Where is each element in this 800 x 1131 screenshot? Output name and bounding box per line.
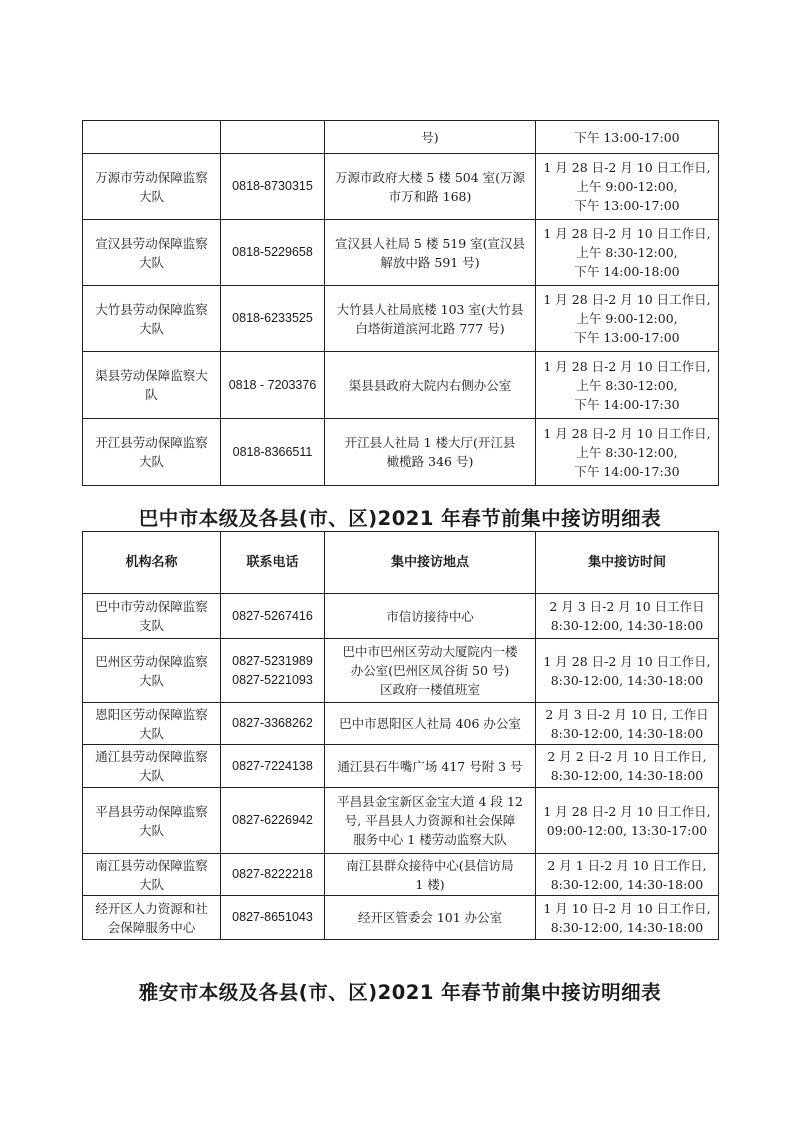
- bazhong-table-title: 巴中市本级及各县(市、区)2021 年春节前集中接访明细表: [138, 507, 662, 530]
- cell-time: [536, 745, 719, 788]
- cell-phone: [221, 594, 325, 639]
- cell-time-line: 2 月 2 日-2 月 10 日工作日,: [547, 749, 707, 764]
- cell-time-line: 8:30-12:00, 14:30-18:00: [550, 672, 704, 688]
- cell-name-line: 巴中市劳动保障监察: [95, 599, 208, 614]
- cell-address: [325, 896, 536, 940]
- cell-name-line: 大队: [138, 320, 164, 336]
- cell-time-line: 1 月 28 日-2 月 10 日工作日,: [543, 803, 711, 819]
- cell-time: [536, 286, 719, 352]
- cell-name: [83, 639, 221, 703]
- table-row: [83, 639, 719, 703]
- cell-phone-line: 0827-8222218: [232, 867, 313, 881]
- cell-address-line: 市万和路 168): [388, 188, 472, 204]
- cell-name: [83, 419, 221, 486]
- cell-name: [83, 896, 221, 940]
- cell-time-line: 8:30-12:00, 14:30-18:00: [550, 725, 704, 741]
- cell-time-line: 2 月 3 日-2 月 10 日, 工作日: [545, 706, 709, 722]
- cell-name-line: 通江县劳动保障监察: [95, 749, 208, 764]
- cell-time-line: 下午 14:00-17:30: [574, 396, 680, 412]
- cell-name-line: 巴州区劳动保障监察: [95, 653, 208, 669]
- cell-address-line: 宣汉县人社局 5 楼 519 室(宣汉县: [334, 235, 526, 251]
- cell-address-line: 号, 平昌县人力资源和社会保障: [344, 813, 516, 828]
- cell-name-line: 恩阳区劳动保障监察: [95, 706, 208, 722]
- cell-time-line: 1 月 28 日-2 月 10 日工作日,: [543, 292, 711, 307]
- cell-time-line: 上午 9:00-12:00,: [576, 179, 678, 194]
- cell-phone: [221, 286, 325, 352]
- table-row: [83, 594, 719, 639]
- cell-time-line: 下午 13:00-17:00: [574, 129, 680, 145]
- darzhou-reception-table-continued: [82, 120, 719, 486]
- cell-time-line: 8:30-12:00, 14:30-18:00: [550, 768, 704, 783]
- cell-address-line: 平昌县金宝新区金宝大道 4 段 12: [337, 794, 523, 809]
- cell-time-line: 1 月 10 日-2 月 10 日工作日,: [543, 900, 711, 916]
- cell-phone: [221, 121, 325, 154]
- cell-time: [536, 121, 719, 154]
- cell-time-line: 2 月 1 日-2 月 10 日工作日,: [547, 857, 707, 873]
- cell-name-line: 大队: [138, 254, 164, 270]
- cell-phone: [221, 788, 325, 854]
- cell-name: [83, 854, 221, 896]
- cell-name-line: 平昌县劳动保障监察: [95, 803, 208, 819]
- cell-address-line: 渠县县政府大院内右侧办公室: [348, 377, 512, 393]
- cell-name-line: 南江县劳动保障监察: [95, 857, 208, 873]
- cell-phone: [221, 220, 325, 286]
- cell-address-line: 开江县人社局 1 楼大厅(开江县: [344, 435, 516, 450]
- cell-phone-line: 0827-5267416: [232, 608, 313, 623]
- cell-address: [325, 286, 536, 352]
- cell-address-line: 橄榄路 346 号): [386, 454, 474, 469]
- cell-name-line: 大队: [138, 876, 164, 892]
- cell-phone: [221, 419, 325, 486]
- bazhong-reception-table: [82, 531, 719, 940]
- cell-phone: [221, 896, 325, 940]
- cell-address-line: 巴中市巴州区劳动大厦院内一楼: [342, 644, 518, 659]
- cell-address: [325, 352, 536, 419]
- cell-address-line: 服务中心 1 楼劳动监察大队: [353, 832, 507, 847]
- cell-phone: [221, 352, 325, 419]
- cell-address: [325, 639, 536, 703]
- cell-time-line: 下午 13:00-17:00: [574, 198, 680, 213]
- header-org-name: 机构名称: [83, 532, 221, 594]
- cell-address-line: 解放中路 591 号): [380, 254, 480, 270]
- cell-name-line: 大队: [138, 822, 164, 838]
- cell-address: [325, 220, 536, 286]
- cell-phone: [221, 154, 325, 220]
- cell-time-line: 上午 8:30-12:00,: [576, 377, 678, 393]
- cell-phone-line: 0818-6233525: [232, 311, 313, 325]
- cell-name-line: 宣汉县劳动保障监察: [95, 235, 208, 251]
- cell-phone: [221, 745, 325, 788]
- cell-address: [325, 703, 536, 745]
- cell-address: [325, 121, 536, 154]
- cell-time: [536, 639, 719, 703]
- cell-time-line: 下午 13:00-17:00: [574, 330, 680, 345]
- table2-body: [83, 594, 719, 940]
- table-row: [83, 896, 719, 940]
- cell-name: [83, 286, 221, 352]
- cell-time: [536, 703, 719, 745]
- cell-name-line: 经开区人力资源和社: [95, 900, 208, 916]
- cell-address-line: 经开区管委会 101 办公室: [357, 910, 503, 925]
- cell-time: [536, 352, 719, 419]
- cell-address: [325, 594, 536, 639]
- cell-name: [83, 352, 221, 419]
- cell-name: [83, 121, 221, 154]
- cell-name: [83, 220, 221, 286]
- cell-time: [536, 788, 719, 854]
- cell-time-line: 上午 9:00-12:00,: [576, 311, 678, 326]
- header-time: 集中接访时间: [536, 532, 719, 594]
- cell-name-line: 大队: [138, 768, 164, 783]
- cell-time-line: 1 月 28 日-2 月 10 日工作日,: [543, 425, 711, 441]
- cell-phone-line: 0818-5229658: [232, 245, 313, 259]
- cell-address-line: 通江县石牛嘴广场 417 号附 3 号: [337, 758, 523, 774]
- cell-phone-line: 0827-5231989: [232, 653, 313, 668]
- cell-address: [325, 854, 536, 896]
- cell-address-line: 号): [421, 129, 439, 145]
- cell-phone: [221, 854, 325, 896]
- cell-time: [536, 854, 719, 896]
- cell-address-line: 万源市政府大楼 5 楼 504 室(万源: [334, 169, 526, 185]
- cell-name: [83, 745, 221, 788]
- cell-phone-line: 0818 - 7203376: [228, 377, 317, 392]
- yaan-table-title: 雅安市本级及各县(市、区)2021 年春节前集中接访明细表: [138, 981, 662, 1004]
- cell-name-line: 大竹县劳动保障监察: [95, 301, 208, 317]
- table-row: [83, 121, 719, 154]
- cell-address: [325, 419, 536, 486]
- cell-name-line: 会保障服务中心: [107, 919, 196, 935]
- cell-name-line: 大队: [138, 725, 164, 741]
- table-row: [83, 286, 719, 352]
- cell-name-line: 开江县劳动保障监察: [95, 435, 208, 450]
- cell-name-line: 队: [145, 387, 158, 402]
- table-row: [83, 854, 719, 896]
- cell-address: [325, 745, 536, 788]
- cell-name-line: 大队: [138, 188, 164, 204]
- header-phone: 联系电话: [221, 532, 325, 594]
- table-header-row: [83, 532, 719, 594]
- cell-phone-line: 0827-5221093: [232, 672, 313, 687]
- header-address: 集中接访地点: [325, 532, 536, 594]
- cell-address: [325, 154, 536, 220]
- cell-time: [536, 154, 719, 220]
- cell-time-line: 1 月 28 日-2 月 10 日工作日,: [543, 358, 711, 374]
- cell-phone: [221, 703, 325, 745]
- cell-time-line: 2 月 3 日-2 月 10 日工作日: [549, 599, 705, 614]
- cell-phone-line: 0827-8651043: [232, 910, 313, 924]
- table-row: [83, 419, 719, 486]
- cell-name: [83, 788, 221, 854]
- cell-name-line: 万源市劳动保障监察: [95, 169, 208, 185]
- cell-time-line: 8:30-12:00, 14:30-18:00: [550, 876, 704, 892]
- cell-time: [536, 594, 719, 639]
- cell-time-line: 下午 14:00-18:00: [574, 264, 680, 279]
- cell-phone: [221, 639, 325, 703]
- cell-name: [83, 703, 221, 745]
- cell-time-line: 上午 8:30-12:00,: [576, 245, 678, 260]
- table-row: [83, 154, 719, 220]
- cell-phone-line: 0827-3368262: [232, 716, 313, 730]
- cell-address-line: 区政府一楼值班室: [379, 682, 480, 697]
- table-row: [83, 745, 719, 788]
- cell-address: [325, 788, 536, 854]
- table-row: [83, 703, 719, 745]
- cell-name-line: 大队: [138, 454, 164, 469]
- cell-address-line: 1 楼): [415, 876, 445, 892]
- cell-time: [536, 419, 719, 486]
- cell-time-line: 09:00-12:00, 13:30-17:00: [546, 822, 708, 838]
- table1-body: [83, 121, 719, 486]
- cell-phone-line: 0827-7224138: [232, 758, 313, 773]
- cell-phone-line: 0827-6226942: [232, 813, 313, 827]
- cell-name: [83, 154, 221, 220]
- cell-address-line: 大竹县人社局底楼 103 室(大竹县: [336, 301, 524, 317]
- cell-address-line: 南江县群众接待中心(县信访局: [346, 857, 514, 873]
- cell-time-line: 下午 14:00-17:30: [574, 463, 680, 479]
- table-row: [83, 220, 719, 286]
- cell-time-line: 1 月 28 日-2 月 10 日工作日,: [543, 160, 711, 175]
- cell-address-line: 白塔街道滨河北路 777 号): [355, 320, 505, 336]
- cell-time: [536, 220, 719, 286]
- cell-address-line: 市信访接待中心: [386, 608, 474, 624]
- cell-name-line: 支队: [138, 618, 164, 633]
- cell-name-line: 渠县劳动保障监察大: [95, 368, 208, 383]
- cell-phone-line: 0818-8366511: [232, 444, 313, 459]
- cell-time-line: 8:30-12:00, 14:30-18:00: [550, 618, 704, 633]
- cell-name: [83, 594, 221, 639]
- table-row: [83, 788, 719, 854]
- cell-time-line: 1 月 28 日-2 月 10 日工作日,: [543, 226, 711, 241]
- cell-time-line: 上午 8:30-12:00,: [576, 444, 678, 460]
- table-row: [83, 352, 719, 419]
- cell-time: [536, 896, 719, 940]
- cell-address-line: 办公室(巴州区凤谷街 50 号): [350, 663, 510, 678]
- cell-time-line: 1 月 28 日-2 月 10 日工作日,: [543, 653, 711, 669]
- cell-address-line: 巴中市恩阳区人社局 406 办公室: [339, 716, 521, 731]
- cell-time-line: 8:30-12:00, 14:30-18:00: [550, 919, 704, 935]
- cell-name-line: 大队: [138, 672, 164, 688]
- cell-phone-line: 0818-8730315: [232, 179, 313, 193]
